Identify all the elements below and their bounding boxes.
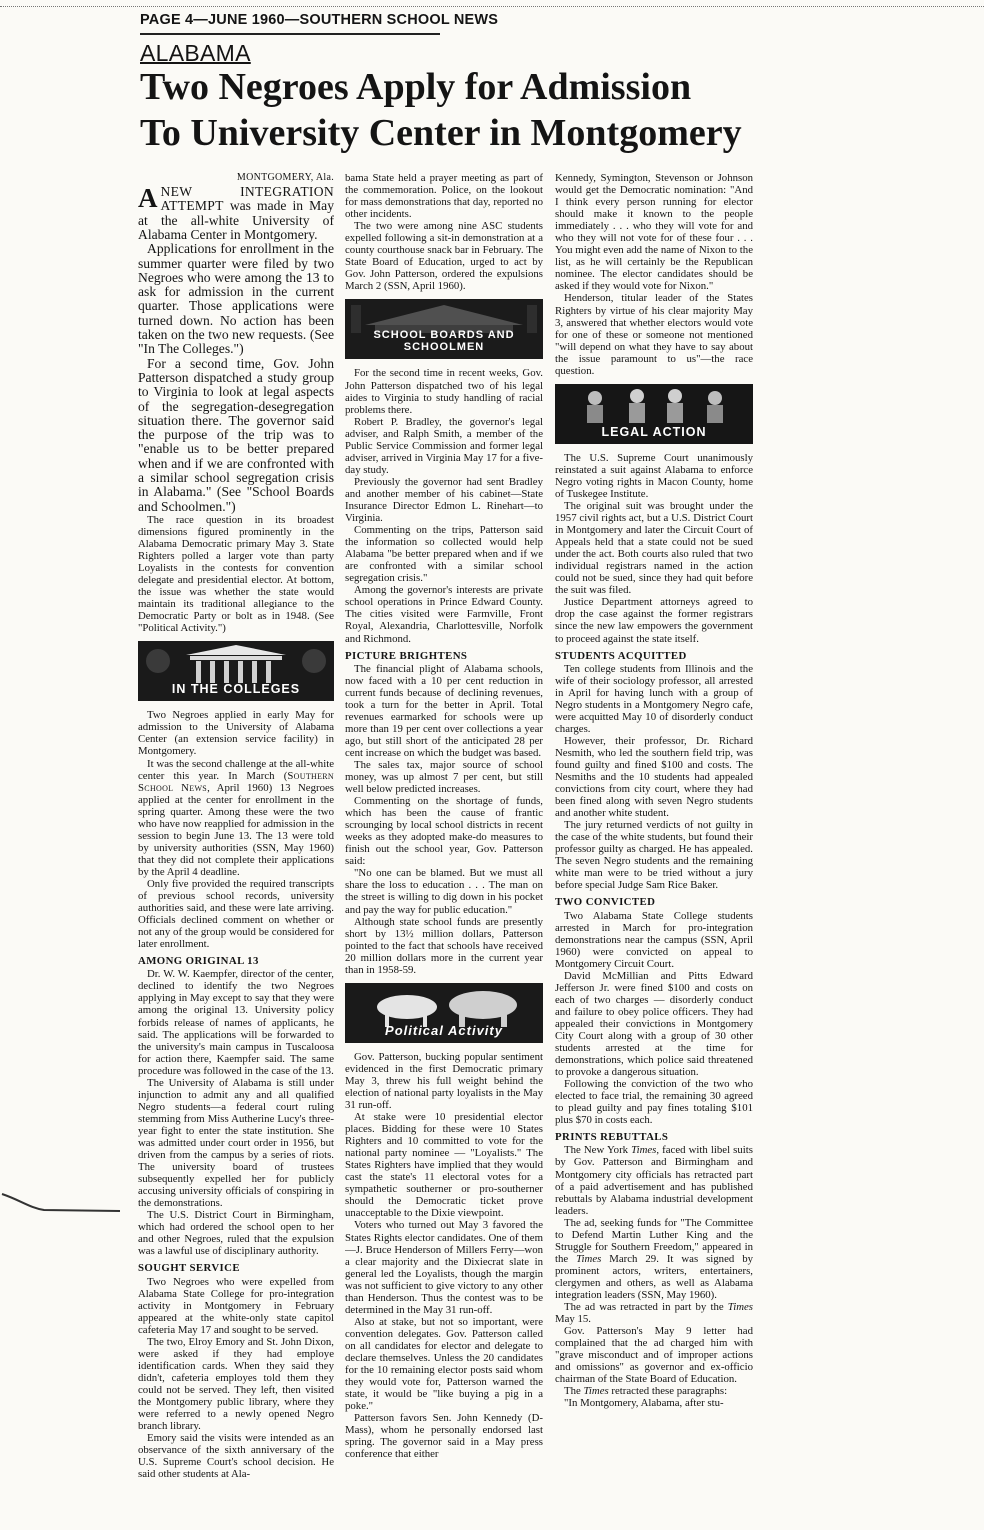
paragraph: Applications for enrollment in the summer quarter were filed by two Negroes who were among the 13 to ask for admission in the current quarter. Those applications were turned down. No action has been taken on the two new requests. (See "In The Colleges."): [138, 241, 334, 357]
section-banner-political-activity: [345, 983, 543, 1043]
article-column-2: [345, 172, 543, 1527]
paragraph: Gov. Patterson's May 9 letter had complained that the ad charged him with "grave misconduct and of improper actions and omissions" as governor and ex-officio chairman of the State Board of Education.: [555, 1325, 753, 1386]
banner-label: IN THE COLLEGES: [171, 682, 301, 697]
paragraph: Patterson favors Sen. John Kennedy (D-Mass), whom he personally endorsed last spring. The governor said in a May press conference that either: [345, 1412, 543, 1461]
paragraph: Two Alabama State College students arrested in March for pro-integration demonstrations near the campus (SSN, April 1960) were convicted on appeal to Montgomery Circuit Court.: [555, 909, 753, 970]
paragraph: Emory said the visits were intended as an observance of the sixth anniversary of the U.S. Supreme Court's school decision. He said other students at Ala-: [138, 1432, 334, 1481]
subhead: PRINTS REBUTTALS: [555, 1131, 669, 1144]
subhead: STUDENTS ACQUITTED: [555, 649, 687, 662]
paragraph: The U.S. District Court in Birmingham, which had ordered the school open to her and other Negroes, ruled that the expulsion was a lawful use of disciplinary authority.: [138, 1209, 334, 1258]
paragraph: Also at stake, but not so important, were convention delegates. Gov. Patterson called on all candidates for elector and delegate to declare themselves. Unless the 20 candidates for the 10 remaining elector posts said whom they would vote for, Patterson warned the state, it would be "like buying a pig in a poke.": [345, 1315, 543, 1413]
lead-paragraph: [138, 185, 334, 242]
paragraph: The race question in its broadest dimensions figured prominently in the Alabama Democratic primary May 3. State Righters polled a larger vote than party Loyalists in the contests for convention delegate and presidential elector. At bottom, the issue was whether the state would maintain its traditional allegiance to the Democratic Party or bolt as in 1948. (See "Political Activity."): [138, 513, 334, 635]
section-banner-school-boards: [345, 299, 543, 359]
paragraph-text: , April 1960) 13 Negroes applied at the center for enrollment in the spring quarter. Among these were the two who have now reapplied for admission in the session to begin June 13. The 13 were told by university authorities (SSN, May 1960) that they did not complete their applications by the April 4 deadline.: [138, 781, 334, 878]
paragraph: Gov. Patterson, bucking popular sentiment evidenced in the first Democratic primary May 3, threw his full weight behind the election of national party loyalists in the May 31 run-off.: [345, 1050, 543, 1111]
subhead: PICTURE BRIGHTENS: [345, 649, 468, 662]
paragraph-text: May 15.: [555, 1313, 591, 1326]
article-column-3: [555, 172, 753, 1527]
paragraph-text: , faced with libel suits by Gov. Patterson and Birmingham and Montgomery city officials has retracted part of a paid advertisement and has published rebuttals by Alabama industrial development leaders.: [555, 1144, 753, 1217]
paragraph: David McMillian and Pitts Edward Jefferson Jr. were fined $100 and costs on each of two charges — disorderly conduct and failure to obey police officers. They had appealed their convictions in Montgomery City Court along with a group of 30 other students arrested at the time for demonstrations, which police said threatened to provoke a dangerous situation.: [555, 969, 753, 1079]
paragraph: [555, 1301, 753, 1325]
paragraph: The two were among nine ASC students expelled following a sit-in demonstration at a county courthouse snack bar in February. The State Board of Education, urged to act by Gov. John Patterson, ordered the expulsions March 2 (SSN, April 1960).: [345, 220, 543, 293]
paragraph: Kennedy, Symington, Stevenson or Johnson would get the Democratic nomination: "And I think every person running for elector should make it known to the people immediately . . . who they will vote for and who they will not vote for of these four . . . You might even add the name of Nixon to the list, as he will certainly be the Republican nominee. The elector candidates should be asked if they would vote for Nixon.": [555, 172, 753, 293]
paragraph: For a second time, Gov. John Patterson dispatched a study group to Virginia to look at legal aspects of the segregation-desegregation situation there. The governor said the purpose of the trip was to "enable us to be better prepared when and if we are confronted with a similar school segregation crisis in Alabama." (See "School Boards and Schoolmen."): [138, 355, 334, 514]
paragraph: [555, 1144, 753, 1216]
headline-line-1: Two Negroes Apply for Admission: [140, 66, 692, 108]
page-top-rule: [0, 6, 984, 7]
banner-label: Political Activity: [385, 1022, 503, 1038]
paragraph-text: It was the second challenge at the all-white center this year. In March (: [138, 757, 334, 782]
paragraph: The jury returned verdicts of not guilty in the case of the white students, but found their professor guilty as charged. He has appealed. The seven Negro students and the remaining white man were to be tried without a jury before special Judge Sam Rice Baker.: [555, 819, 753, 892]
article-column-1: [138, 172, 334, 1527]
headline: [140, 64, 860, 156]
paragraph-text: The New York: [564, 1144, 632, 1157]
paragraph: For the second time in recent weeks, Gov. John Patterson dispatched two of his legal aides to Virginia to study handling of racial problems there.: [345, 367, 543, 416]
paragraph: "In Montgomery, Alabama, after stu-: [564, 1397, 724, 1410]
dateline: MONTGOMERY, Ala.: [236, 172, 334, 183]
paragraph: [555, 1217, 753, 1301]
paragraph: "No one can be blamed. But we must all share the loss to education . . . The man on the street is willing to dig down in his pocket and pay the way for public education.": [345, 867, 543, 916]
paragraph: Justice Department attorneys agreed to drop the case against the former registrars since the new law empowers the government to proceed against the state itself.: [555, 596, 753, 645]
subhead: TWO CONVICTED: [555, 896, 656, 909]
subhead: AMONG ORIGINAL 13: [138, 955, 259, 968]
paragraph: The original suit was brought under the 1957 civil rights act, but a U.S. District Court in Montgomery and later the Circuit Court of Appeals held that a state could not be sued under the act. Both courts also ruled that two individual registrars named in the action could not be sued, since they had quit before the suit was filed.: [555, 499, 753, 597]
paragraph: Two Negroes who were expelled from Alabama State College for pro-integration activity in Montgomery in February appeared at the white-only state capitol cafeteria May 17 and sought to be served.: [138, 1275, 334, 1336]
paragraph: Only five provided the required transcripts of previous school records, university authorities said, and these were late arriving. Officials declined comment on whether or not any of the group would be considered for later enrollment.: [138, 878, 334, 951]
publication-name: Times: [576, 1252, 602, 1265]
paragraph: Ten college students from Illinois and the wife of their sociology professor, all arrested in April for having lunch with a group of Negro students in a Montgomery Negro cafe, were acquitted May 10 of disorderly conduct charges.: [555, 662, 753, 735]
page-folio: PAGE 4—JUNE 1960—SOUTHERN SCHOOL NEWS: [140, 12, 499, 28]
paragraph: Commenting on the shortage of funds, which has been the cause of frantic scrounging by local school districts in recent weeks as they adopted make-do measures to finish out the school year, Gov. Patterson said:: [345, 795, 543, 868]
paragraph: Dr. W. W. Kaempfer, director of the center, declined to identify the two Negroes applying in May except to say that they were among the original 13. University policy forbids release of names of applicants, he said. The applications will be forwarded to the university's main campus in Tuscaloosa for action there, Kaempfer said. The same procedure was followed in the case of the 13.: [138, 968, 334, 1077]
paragraph: Previously the governor had sent Bradley and another member of his cabinet—State Insurance Director Edmon L. Rinehart—to Virginia.: [345, 475, 543, 525]
paragraph: The financial plight of Alabama schools, now faced with a 10 per cent reduction in current funds because of declining revenues, took a turn for the better in April. Total revenues earmarked for schools were up more than 19 per cent over collections a year ago, but still short of the anticipated 28 per cent increase on which the budget was based.: [345, 662, 543, 759]
publication-name: Times: [583, 1385, 609, 1398]
paragraph: Voters who turned out May 3 favored the States Rights elector candidates. One of them—J. Bruce Henderson of Millers Ferry—won a clear majority and the Dixiecrat slate in general led the Loyalists, though the margin was not sufficient to give victory to any other than Henderson. Thus the contest was to be determined in the May 31 run-off.: [345, 1219, 543, 1316]
paragraph: The University of Alabama is still under injunction to admit any and all qualified Negro students—a federal court ruling stemming from Miss Autherine Lucy's three-year fight to enter the state institution. She was admitted under court order in 1956, but driven from the campus by a series of riots. The university board of trustees subsequently expelled her for publicly accusing university officials of conspiring in the demonstrations.: [138, 1076, 334, 1210]
paragraph: The U.S. Supreme Court unanimously reinstated a suit against Alabama to enforce Negro voting rights in Macon County, home of Tuskegee Institute.: [555, 451, 753, 500]
paragraph: The two, Elroy Emory and St. John Dixon, were asked if they had employe identification cards. When they said they didn't, cafeteria employes told them they could not be served. They left, then visited the Montgomery public library, where they were referred to a newly opened Negro branch library.: [138, 1335, 334, 1433]
subhead: SOUGHT SERVICE: [138, 1262, 240, 1275]
paragraph-text: The ad, seeking funds for "The Committee to Defend Martin Luther King and the Struggle for Southern Freedom," appeared in the: [555, 1216, 753, 1265]
paragraph: The sales tax, major source of school money, was up almost 7 per cent, but still well below predicted increases.: [345, 758, 543, 796]
paragraph: [555, 1385, 753, 1397]
paragraph: bama State held a prayer meeting as part of the commemoration. Police, on the lookout for mass demonstrations that day, reported no other incidents.: [345, 172, 543, 221]
publication-name: Southern School News: [138, 769, 334, 794]
paragraph: Although state school funds are presently short by 13½ million dollars, Patterson pointed to the fact that schools have received 20 million dollars more in the current year than in 1958-59.: [345, 915, 543, 976]
paragraph: Robert P. Bradley, the governor's legal adviser, and Ralph Smith, a member of the Public Service Commission and former legal adviser, arrived in Virginia May 17 for a five-day study.: [345, 415, 543, 476]
paragraph: Henderson, titular leader of the States Righters by virtue of his clear majority May 3, answered that whether electors would vote for one of these or someone not mentioned "will depend on what they have to say about the issue paramount to us"—the race question.: [555, 292, 753, 377]
paragraph: Following the conviction of the two who elected to face trial, the remaining 30 agreed to plead guilty and pay fines totaling $101 plus $70 in costs each.: [555, 1078, 753, 1127]
paragraph: At stake were 10 presidential elector places. Bidding for these were 10 States Righters and 10 committed to vote for the national party nominee — "Loyalists." The States Righters have implied that they would cast the state's 11 electoral votes for a sympathetic southerner or pro-southerner should the Democratic ticket prove unacceptable to the Dixie viewpoint.: [345, 1111, 543, 1220]
lead-text: was made in May at the all-white University of Alabama Center in Montgomery.: [138, 198, 334, 242]
paragraph: Among the governor's interests are private school operations in Prince Edward County. The cities visited were Farmville, Front Royal, Alexandria, Charlottesville, Norfolk and Richmond.: [345, 584, 543, 645]
paragraph-text: retracted these paragraphs:: [608, 1385, 728, 1398]
section-banner-legal-action: [555, 384, 753, 444]
paragraph-text: The: [564, 1385, 584, 1398]
paragraph: [138, 758, 334, 878]
section-label: ALABAMA: [140, 40, 251, 66]
lead-smallcaps: NEW INTEGRATION ATTEMPT: [160, 184, 334, 214]
paragraph: However, their professor, Dr. Richard Nesmith, who led the southern field trip, was found guilty and fined $100 and costs. The Nesmiths and the 10 students had appealed convictions from city court, where they had been fined along with seven Negro students and another white student.: [555, 734, 753, 820]
paragraph-text: March 29. It was signed by prominent actors, writers, entertainers, clergymen and others, as well as Alabama integration leaders (SSN, May 1960).: [555, 1252, 753, 1301]
publication-name: Times: [727, 1301, 753, 1314]
banner-label: SCHOOL BOARDS AND SCHOOLMEN: [373, 329, 515, 354]
publication-name: Times: [631, 1144, 657, 1157]
folio-rule: [140, 33, 440, 35]
margin-scribble-mark: [0, 1190, 140, 1220]
paragraph-text: The ad was retracted in part by the: [564, 1301, 728, 1314]
paragraph: Commenting on the trips, Patterson said the information so collected would help Alabama "be better prepared when and if we are confronted with a similar school segregation crisis.": [345, 524, 543, 585]
banner-label: LEGAL ACTION: [601, 424, 707, 439]
section-banner-in-the-colleges: [138, 641, 334, 701]
paragraph: Two Negroes applied in early May for admission to the University of Alabama Center (an extension service facility) in Montgomery.: [138, 709, 334, 758]
drop-cap: A: [138, 183, 158, 214]
headline-line-2: To University Center in Montgomery: [140, 112, 742, 154]
